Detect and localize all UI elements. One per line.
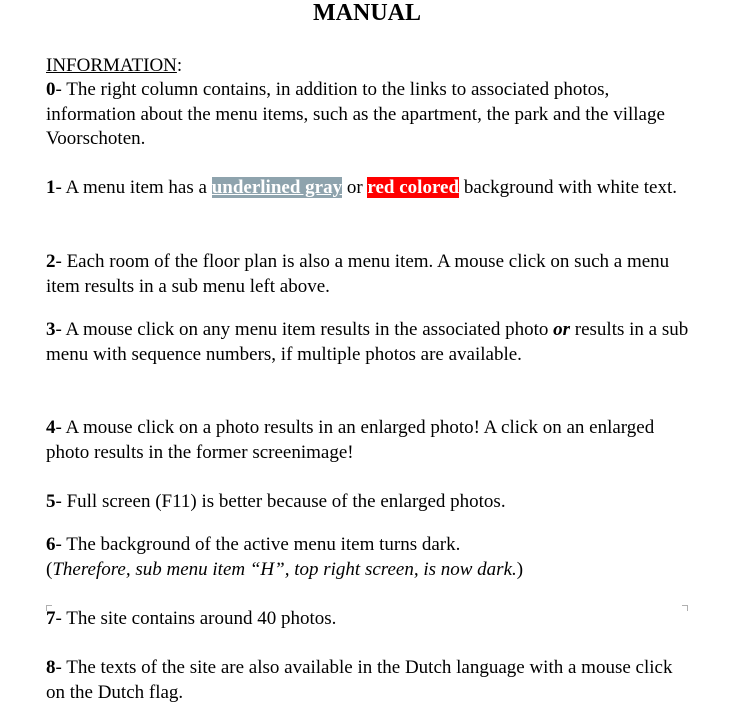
item-text-before: - A menu item has a: [55, 177, 212, 198]
item-text: - The site contains around 40 photos.: [55, 608, 337, 629]
item-number: 5: [46, 491, 56, 512]
item-text: - The background of the active menu item turns dark.: [55, 534, 461, 555]
item-italic-note: Therefore, sub menu item “H”, top right screen, is now dark.: [52, 558, 517, 580]
item-text-mid: or: [342, 177, 368, 198]
item-number: 2: [46, 251, 56, 272]
manual-item-0: [46, 78, 696, 152]
paren-close: ): [516, 558, 524, 580]
item-number: 3: [46, 319, 56, 340]
item-text: - Each room of the floor plan is also a menu item. A mouse click on such a menu item results in a sub menu left above.: [46, 251, 670, 297]
item-emphasis: or: [553, 319, 571, 340]
manual-item-2: [46, 250, 696, 299]
item-text-after: results in a sub menu with sequence numbers, if multiple photos are available.: [46, 319, 689, 365]
item-text: - Full screen (F11) is better because of the enlarged photos.: [55, 491, 506, 512]
item-number: 8: [46, 657, 56, 678]
item-text-after: background with white text.: [459, 177, 677, 198]
item-number: 7: [46, 608, 56, 629]
item-number: 6: [46, 534, 56, 555]
manual-item-6: [46, 533, 696, 582]
gray-menu-sample: underlined gray: [211, 177, 343, 198]
section-heading: [46, 54, 182, 78]
manual-item-3: [46, 318, 696, 367]
item-text: - The right column contains, in addition to the links to associated photos, information about the menu items, such as the apartment, the park and the village Voorschoten.: [46, 79, 665, 149]
manual-item-5: [46, 490, 696, 515]
item-number: 0: [46, 79, 56, 100]
item-text: - A mouse click on a photo results in an enlarged photo! A click on an enlarged photo results in the former screenimage!: [46, 417, 655, 463]
item-text-before: - A mouse click on any menu item results in the associated photo: [55, 319, 554, 340]
section-heading-colon: :: [176, 55, 183, 76]
manual-item-4: [46, 416, 696, 465]
section-heading-label: INFORMATION: [46, 55, 177, 76]
manual-item-7: [46, 607, 696, 632]
paren-open: (: [46, 558, 53, 580]
manual-item-1: [46, 176, 696, 201]
page-title: MANUAL: [313, 0, 421, 26]
item-number: 4: [46, 417, 56, 438]
item-text: - The texts of the site are also available in the Dutch language with a mouse click on the Dutch flag.: [46, 657, 673, 703]
item-number: 1: [46, 177, 56, 198]
red-menu-sample: red colored: [367, 177, 460, 198]
manual-item-8: [46, 656, 696, 705]
